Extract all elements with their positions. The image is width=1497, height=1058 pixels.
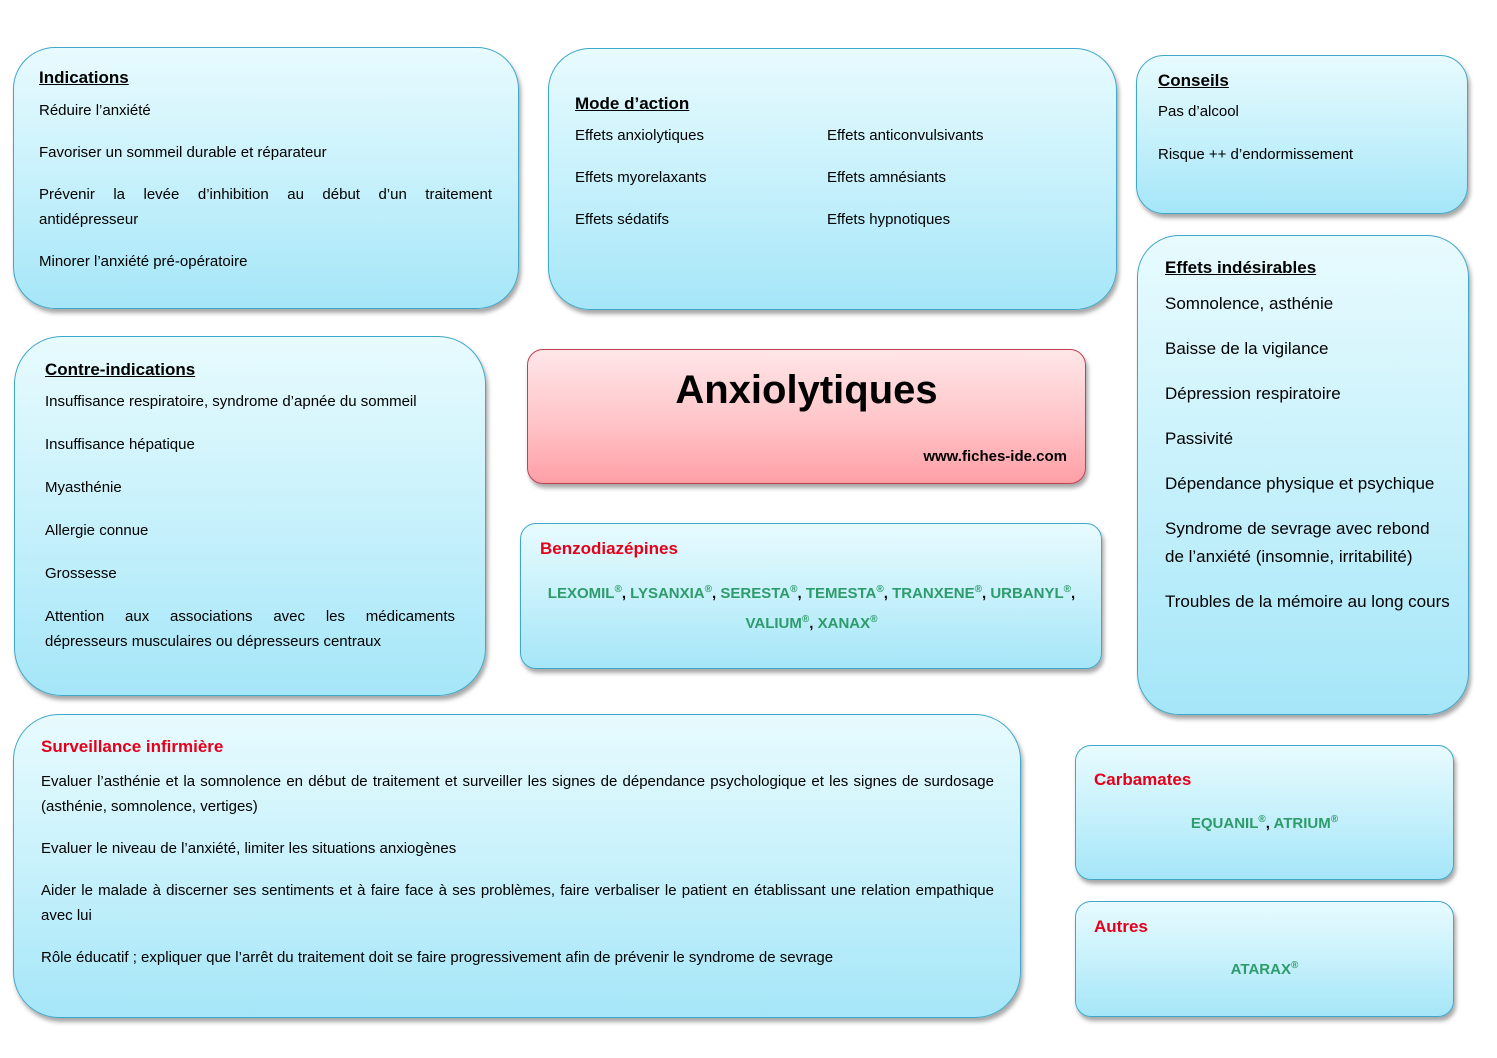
mode-action-heading: Mode d’action (575, 94, 690, 113)
effet-item: Baisse de la vigilance (1165, 339, 1329, 358)
mode-action-item: Effets hypnotiques (827, 211, 951, 228)
registered-mark: ® (1330, 814, 1339, 825)
drug-name: XANAX (817, 615, 871, 632)
benzodiazepines-box (520, 523, 1102, 669)
contre-indications-box (14, 336, 486, 696)
indication-item: Minorer l’anxiété pré-opératoire (39, 253, 248, 270)
mode-action-item: Effets anxiolytiques (575, 127, 704, 144)
drug-name: TRANXENE (892, 585, 975, 602)
effet-item: Somnolence, asthénie (1165, 294, 1334, 313)
effet-item: Troubles de la mémoire au long cours (1165, 592, 1450, 611)
conseils-heading: Conseils (1158, 71, 1229, 90)
indications-box (13, 47, 519, 309)
registered-mark: ® (1063, 584, 1072, 595)
indications-heading: Indications (39, 68, 129, 87)
benzodiazepines-heading: Benzodiazépines (540, 539, 678, 558)
drug-name: TEMESTA (805, 585, 877, 602)
drug-name: URBANYL (990, 585, 1064, 602)
autres-drug-list (1094, 953, 1435, 983)
indication-item: Favoriser un sommeil durable et réparateur (39, 144, 327, 161)
drug-name: VALIUM (745, 615, 802, 632)
effets-indesirables-box (1137, 235, 1469, 715)
page-title: Anxiolytiques (675, 368, 938, 412)
benzodiazepines-drug-list: LEXOMIL®, LYSANXIA®, SERESTA®, TEMESTA®, TRANXENE®, URBANYL®, VALIUM®, XANAX® (547, 584, 1076, 632)
drug-name: ATARAX (1230, 961, 1291, 978)
conseil-item: Risque ++ d’endormissement (1158, 146, 1354, 163)
drug-name: EQUANIL (1190, 815, 1259, 832)
drug-name: SERESTA (720, 585, 791, 602)
drug-name: LYSANXIA (630, 585, 705, 602)
autres-box (1075, 901, 1454, 1017)
carbamates-heading: Carbamates (1094, 770, 1192, 789)
conseils-box (1136, 55, 1468, 214)
drug-name: ATRIUM (1273, 815, 1331, 832)
carbamates-box (1075, 745, 1454, 880)
surveillance-box (13, 714, 1021, 1018)
mode-action-item: Effets anticonvulsivants (827, 127, 984, 144)
mode-action-item: Effets amnésiants (827, 169, 946, 186)
effet-item: Dépendance physique et psychique (1165, 474, 1435, 493)
contre-indication-item: Insuffisance respiratoire, syndrome d’apnée du sommeil (45, 393, 417, 410)
surveillance-heading: Surveillance infirmière (41, 737, 224, 756)
effet-item: Dépression respiratoire (1165, 384, 1341, 403)
mode-action-grid (575, 123, 1096, 232)
registered-mark: ® (801, 614, 810, 625)
contre-indication-item: Insuffisance hépatique (45, 436, 195, 453)
effet-item: Syndrome de sevrage avec rebond de l’anxiété (insomnie, irritabilité) (1165, 519, 1430, 566)
registered-mark: ® (974, 584, 982, 595)
contre-indication-item: Attention aux associations avec les médicaments dépresseurs musculaires ou dépresseurs centraux (45, 608, 455, 650)
surveillance-item: Aider le malade à discerner ses sentiments et à faire face à ses problèmes, faire verbaliser le patient en établissant une relation empathique avec lui (41, 882, 994, 924)
registered-mark: ® (870, 614, 878, 625)
surveillance-item: Evaluer l’asthénie et la somnolence en début de traitement et surveiller les signes de dépendance psychologique et les signes de surdosage (asthénie, somnolence, vertiges) (41, 773, 994, 815)
indication-item: Réduire l’anxiété (39, 102, 151, 119)
registered-mark: ® (704, 584, 713, 595)
contre-indications-heading: Contre-indications (45, 360, 196, 379)
title-box (527, 349, 1086, 484)
registered-mark: ® (1290, 960, 1299, 971)
drug-name: LEXOMIL (547, 585, 615, 602)
mode-action-box (548, 48, 1117, 310)
surveillance-item: Evaluer le niveau de l’anxiété, limiter les situations anxiogènes (41, 840, 457, 857)
effets-indesirables-heading: Effets indésirables (1165, 258, 1317, 277)
contre-indication-item: Allergie connue (45, 522, 149, 539)
effet-item: Passivité (1165, 429, 1234, 448)
registered-mark: ® (876, 584, 884, 595)
registered-mark: ® (790, 584, 798, 595)
conseil-item: Pas d’alcool (1158, 103, 1239, 120)
contre-indication-item: Myasthénie (45, 479, 122, 496)
mode-action-item: Effets myorelaxants (575, 169, 707, 186)
indication-item: Prévenir la levée d’inhibition au début d’un traitement antidépresseur (39, 186, 492, 228)
surveillance-item: Rôle éducatif ; expliquer que l’arrêt du traitement doit se faire progressivement afin de prévenir le syndrome de sevrage (41, 949, 834, 966)
carbamates-drug-list: EQUANIL®, ATRIUM® (1190, 814, 1339, 832)
autres-heading: Autres (1094, 917, 1148, 936)
contre-indication-item: Grossesse (45, 565, 117, 582)
registered-mark: ® (1258, 814, 1266, 825)
registered-mark: ® (614, 584, 622, 595)
website-link[interactable]: www.fiches-ide.com (923, 448, 1067, 465)
mode-action-item: Effets sédatifs (575, 211, 669, 228)
